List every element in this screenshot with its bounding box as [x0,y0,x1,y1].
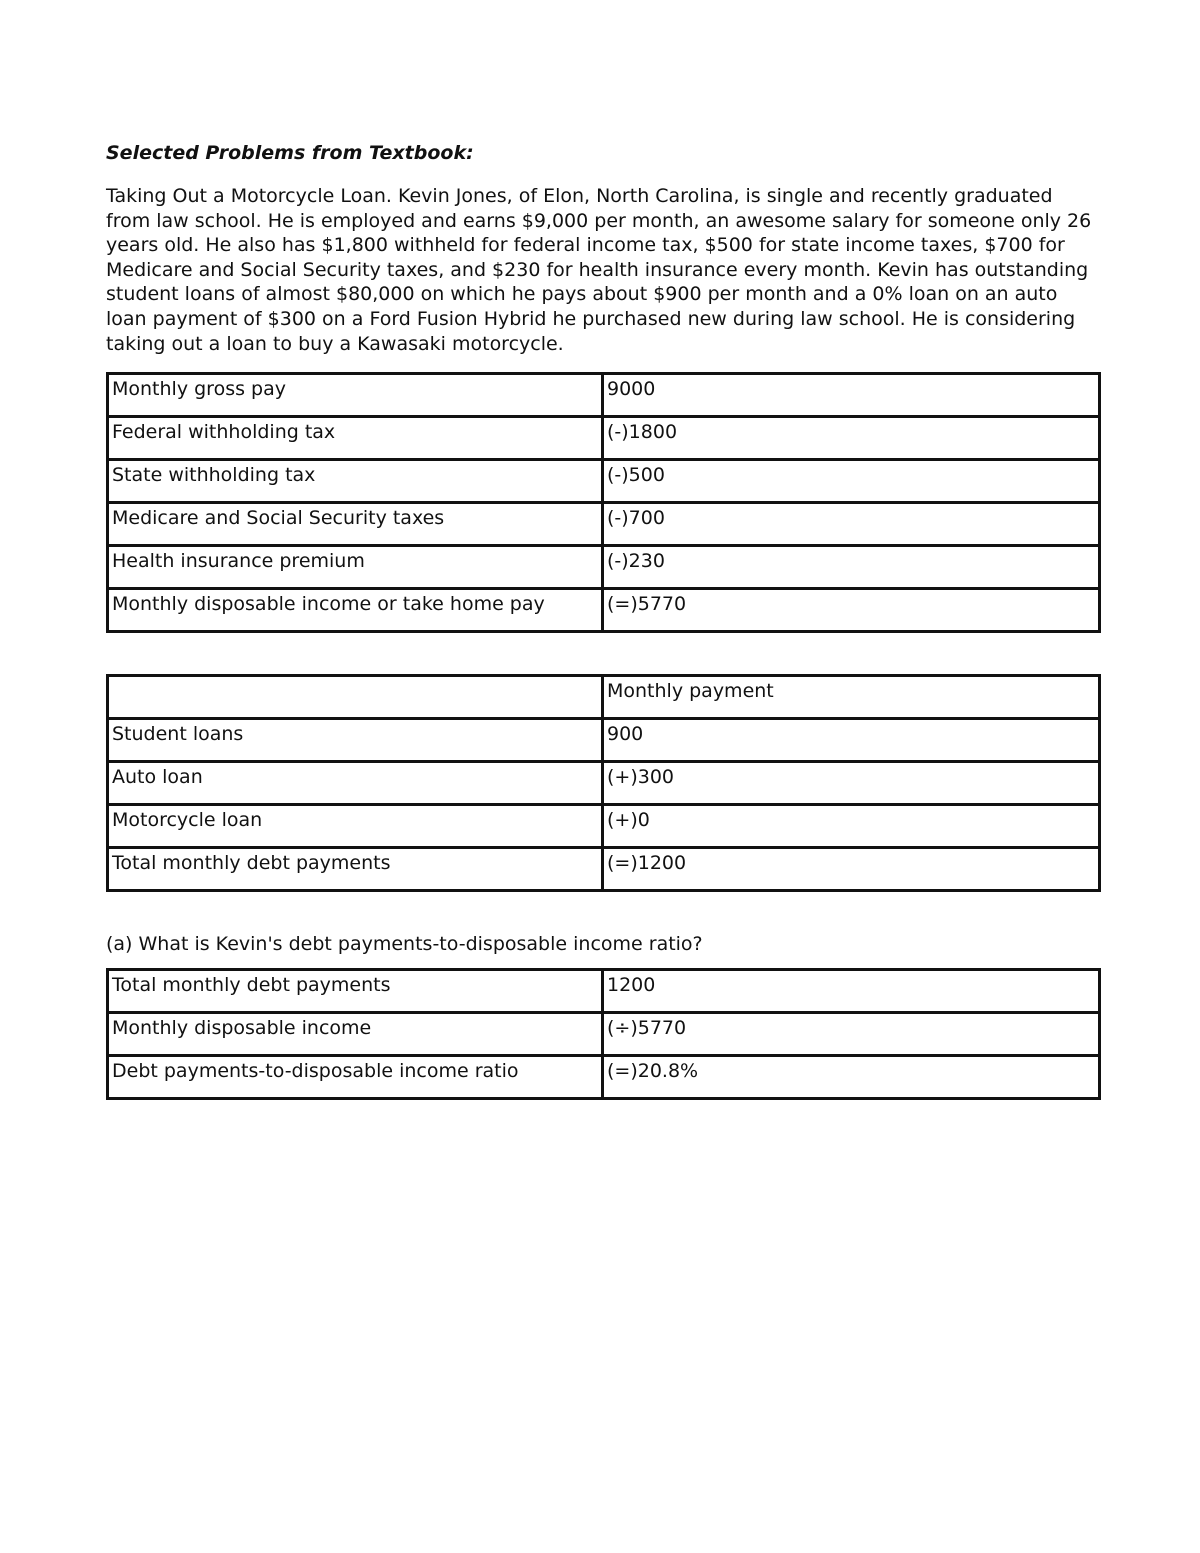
row-label: Motorcycle loan [108,805,603,848]
row-value: (=)5770 [603,589,1100,632]
row-label: Debt payments-to-disposable income ratio [108,1056,603,1099]
debt-table [106,674,1101,892]
row-label: Total monthly debt payments [108,848,603,891]
table-row [108,719,1100,762]
problem-description: Taking Out a Motorcycle Loan. Kevin Jones, of Elon, North Carolina, is single and recently graduated from law school. He is employed and earns $9,000 per month, an awesome salary for someone only 26 years old. He also has $1,800 withheld for federal income tax, $500 for state income taxes, $700 for Medicare and Social Security taxes, and $230 for health insurance every month. Kevin has outstanding student loans of almost $80,000 on which he pays about $900 per month and a 0% loan on an auto loan payment of $300 on a Ford Fusion Hybrid he purchased new during law school. He is considering taking out a loan to buy a Kawasaki motorcycle. [106,185,1092,355]
table-row [108,503,1100,546]
row-value: (=)20.8% [603,1056,1100,1099]
row-label: Monthly disposable income [108,1013,603,1056]
row-label: Total monthly debt payments [108,970,603,1013]
section-heading: Selected Problems from Textbook: [106,142,474,164]
table-row [108,460,1100,503]
row-value: (-)700 [603,503,1100,546]
table-row [108,1056,1100,1099]
table-row [108,374,1100,417]
row-value: (-)500 [603,460,1100,503]
row-value: (+)0 [603,805,1100,848]
question-a: (a) What is Kevin's debt payments-to-disposable income ratio? [106,933,703,956]
document-page [106,140,1098,1100]
table-row [108,1013,1100,1056]
table-row [108,848,1100,891]
row-label: Medicare and Social Security taxes [108,503,603,546]
row-value: (-)1800 [603,417,1100,460]
row-value: (÷)5770 [603,1013,1100,1056]
row-label: Monthly disposable income or take home pay [108,589,603,632]
row-value: (=)1200 [603,848,1100,891]
column-header: Monthly payment [603,676,1100,719]
row-label: Health insurance premium [108,546,603,589]
row-label: Federal withholding tax [108,417,603,460]
income-table [106,372,1101,633]
row-label: Auto loan [108,762,603,805]
table-row [108,417,1100,460]
table-row [108,546,1100,589]
table-row [108,762,1100,805]
table-row [108,589,1100,632]
row-value: (-)230 [603,546,1100,589]
table-row [108,970,1100,1013]
ratio-table [106,968,1101,1100]
header-empty-cell [108,676,603,719]
row-label: Student loans [108,719,603,762]
row-label: State withholding tax [108,460,603,503]
row-value: 1200 [603,970,1100,1013]
row-value: 900 [603,719,1100,762]
row-value: 9000 [603,374,1100,417]
table-header-row [108,676,1100,719]
table-row [108,805,1100,848]
row-label: Monthly gross pay [108,374,603,417]
row-value: (+)300 [603,762,1100,805]
